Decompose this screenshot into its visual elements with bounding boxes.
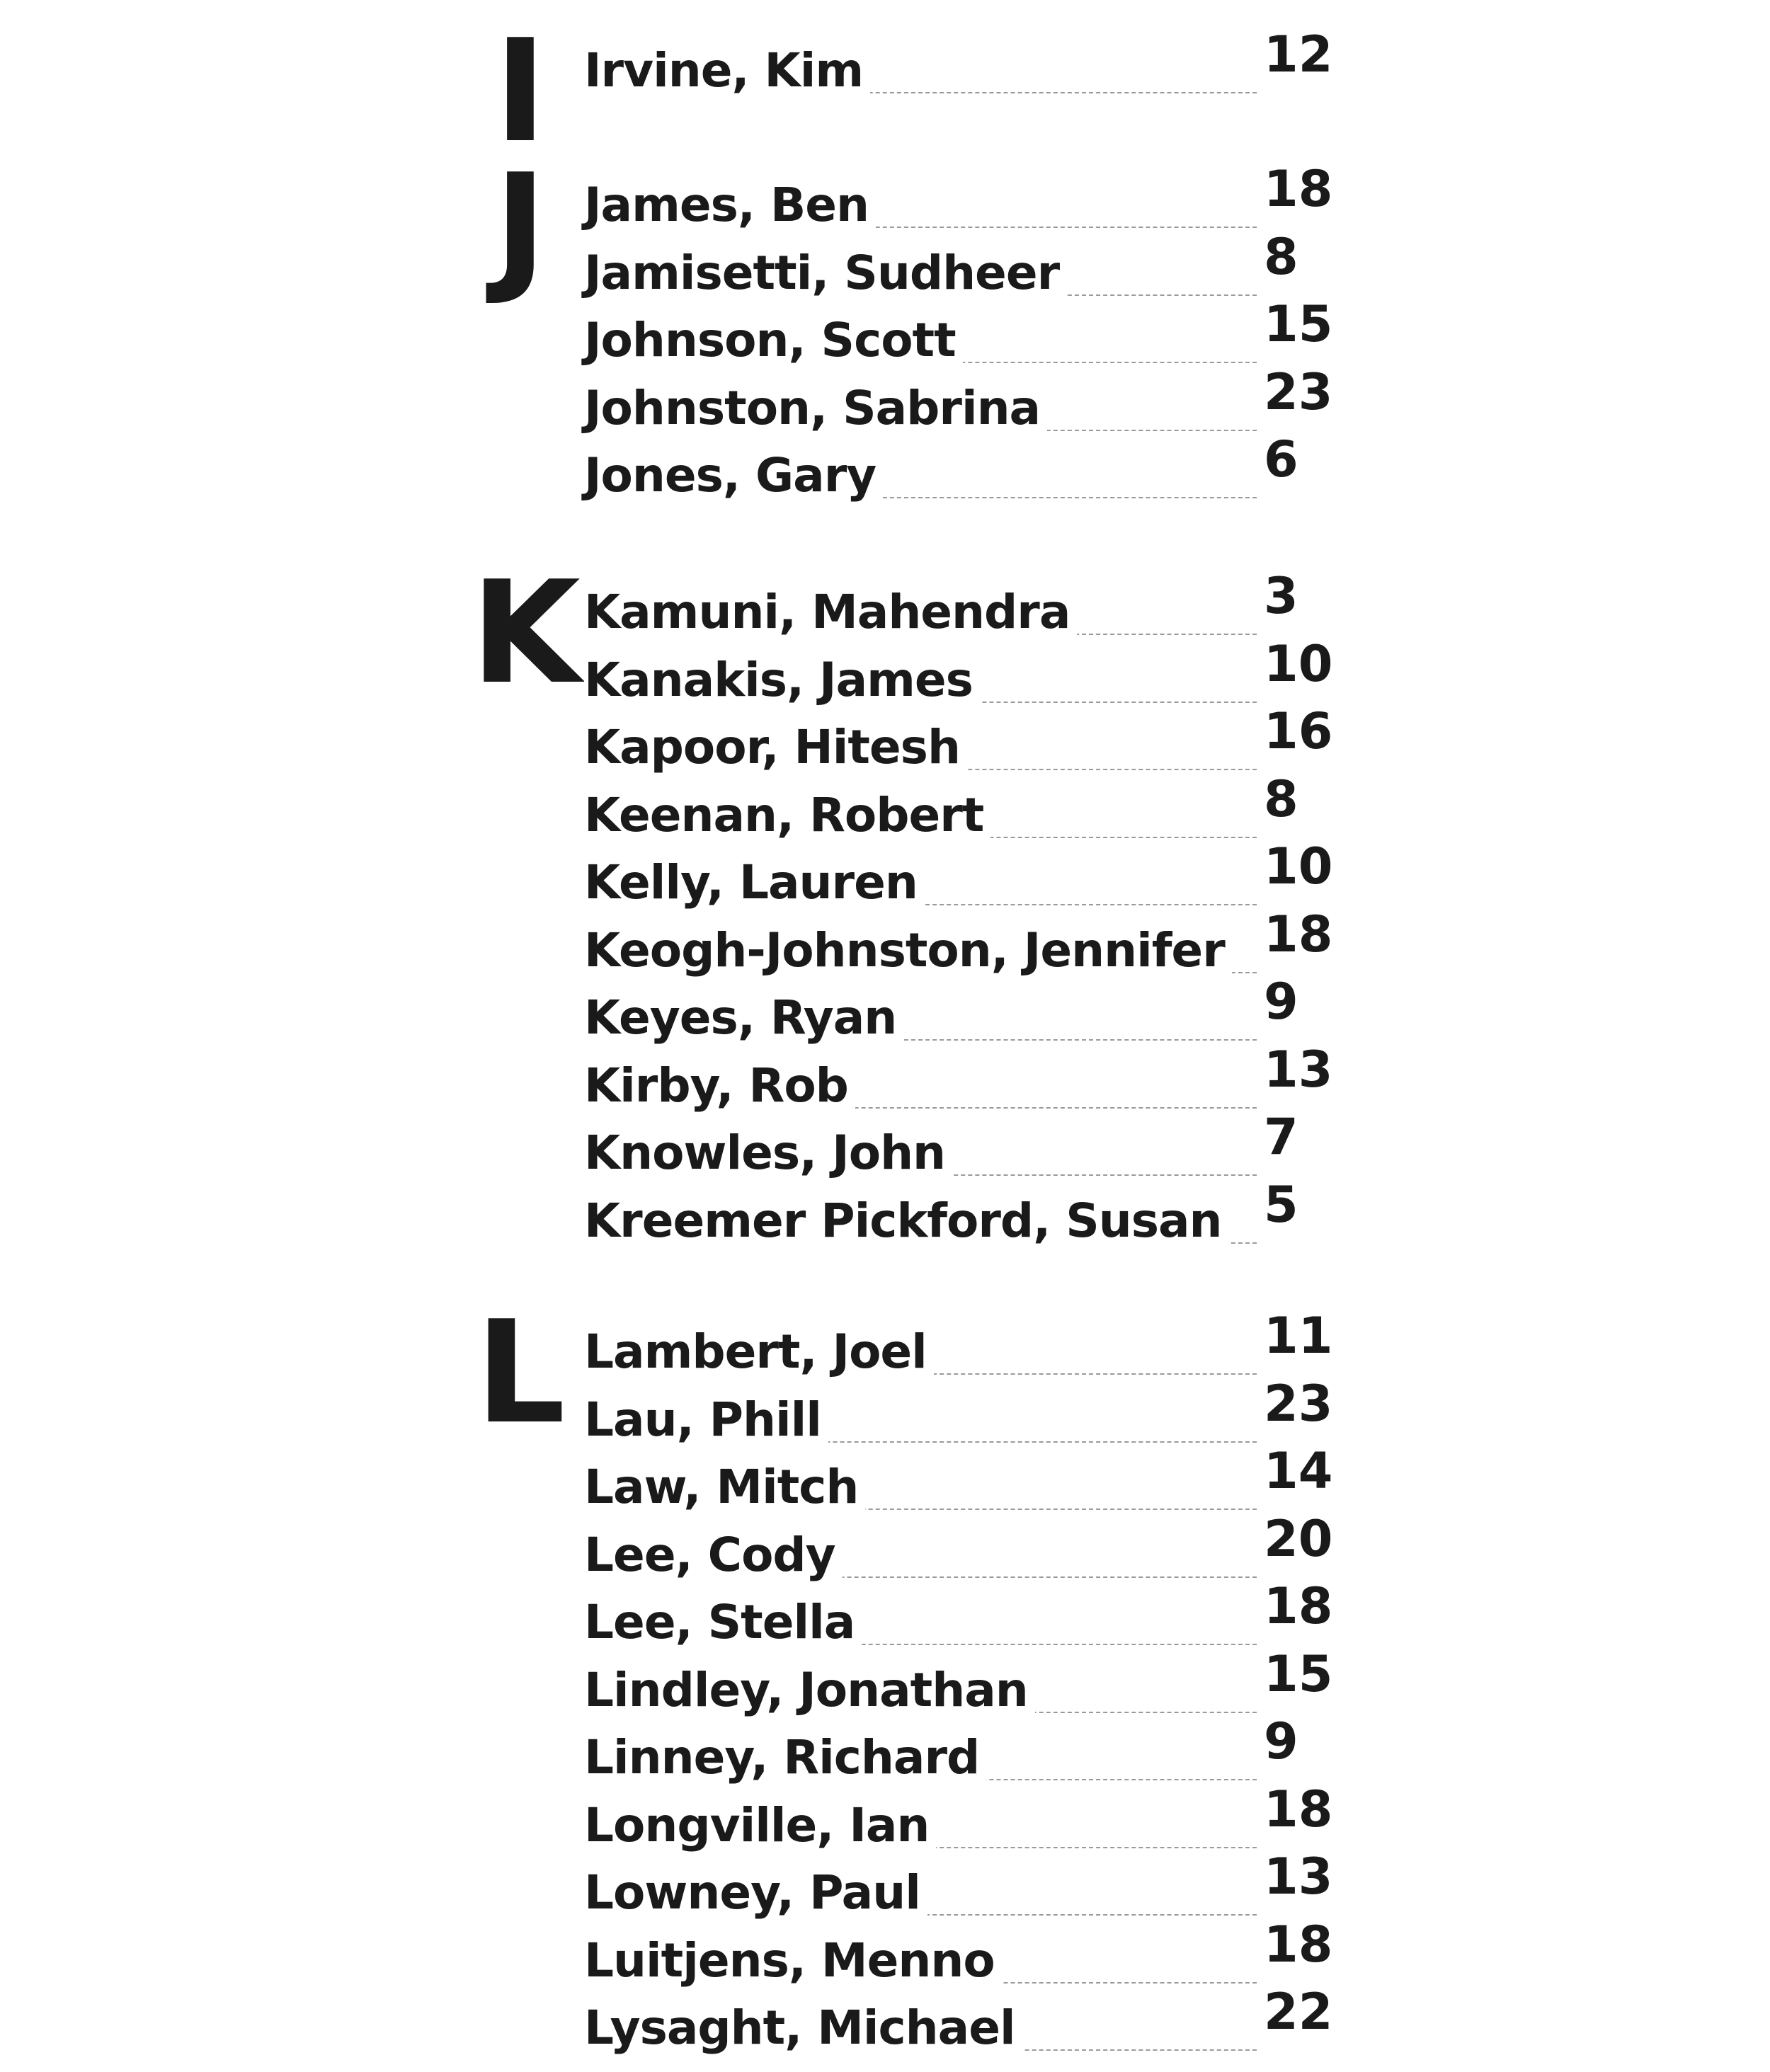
index-entry bbox=[584, 362, 1363, 437]
entry-page-number: 9 bbox=[1264, 1712, 1298, 1770]
entry-name: Keyes, Ryan bbox=[584, 990, 903, 1046]
entry-page-number: 22 bbox=[1264, 1983, 1333, 2041]
entry-page-number: 8 bbox=[1264, 227, 1298, 286]
entry-page-number: 10 bbox=[1264, 837, 1333, 895]
entry-name: Kirby, Rob bbox=[584, 1058, 855, 1114]
entry-page-number: 14 bbox=[1264, 1442, 1333, 1500]
entry-name: James, Ben bbox=[584, 177, 876, 234]
entry-page-number: 18 bbox=[1264, 1780, 1333, 1838]
entry-name: Lowney, Paul bbox=[584, 1865, 927, 1921]
entry-name: Law, Mitch bbox=[584, 1459, 865, 1516]
index-entry bbox=[584, 25, 1363, 99]
index-entry bbox=[584, 973, 1363, 1046]
entry-page-number: 7 bbox=[1264, 1108, 1298, 1166]
entry-page-number: 12 bbox=[1264, 25, 1333, 84]
entry-page-number: 5 bbox=[1264, 1175, 1298, 1234]
entry-name: Kelly, Lauren bbox=[584, 854, 925, 911]
entry-name: Lindley, Jonathan bbox=[584, 1662, 1035, 1719]
entry-name: Lee, Stella bbox=[584, 1594, 862, 1651]
entry-name: Kamuni, Mahendra bbox=[584, 584, 1077, 641]
entry-name: Jones, Gary bbox=[584, 447, 883, 504]
entry-name: Lysaght, Michael bbox=[584, 2000, 1022, 2056]
entry-page-number: 15 bbox=[1264, 1644, 1333, 1703]
section-letter: L bbox=[475, 1290, 566, 1455]
entry-page-number: 18 bbox=[1264, 1577, 1333, 1635]
index-entry bbox=[584, 1307, 1363, 1380]
index-entry bbox=[584, 837, 1363, 911]
entry-page-number: 3 bbox=[1264, 567, 1298, 625]
entry-page-number: 10 bbox=[1264, 634, 1333, 693]
entry-page-number: 6 bbox=[1264, 430, 1298, 488]
entry-name: Jamisetti, Sudheer bbox=[584, 245, 1066, 302]
entry-name: Johnston, Sabrina bbox=[584, 380, 1047, 437]
section-letter: J bbox=[493, 144, 547, 309]
entry-name: Longville, Ian bbox=[584, 1797, 936, 1854]
entry-name: Luitjens, Menno bbox=[584, 1933, 1002, 1989]
index-entry bbox=[584, 430, 1363, 504]
entry-name: Irvine, Kim bbox=[584, 42, 870, 99]
index-entry bbox=[584, 1175, 1363, 1249]
index-entry bbox=[584, 1509, 1363, 1584]
index-entry bbox=[584, 1108, 1363, 1181]
entry-page-number: 8 bbox=[1264, 769, 1298, 828]
entry-name: Keenan, Robert bbox=[584, 787, 990, 844]
index-entry bbox=[584, 702, 1363, 776]
index-entry bbox=[584, 1040, 1363, 1114]
section-letter: I bbox=[493, 9, 547, 174]
entry-name: Kapoor, Hitesh bbox=[584, 719, 967, 776]
index-entry bbox=[584, 905, 1363, 979]
index-entry bbox=[584, 295, 1363, 369]
section-letter: K bbox=[471, 551, 581, 716]
index-entry bbox=[584, 1915, 1363, 1989]
entry-name: Johnson, Scott bbox=[584, 312, 963, 369]
entry-name: Lambert, Joel bbox=[584, 1324, 934, 1380]
entry-name: Kanakis, James bbox=[584, 652, 980, 709]
index-entry bbox=[584, 634, 1363, 709]
entry-name: Knowles, John bbox=[584, 1125, 952, 1181]
entry-page-number: 9 bbox=[1264, 973, 1298, 1031]
entry-page-number: 11 bbox=[1264, 1307, 1333, 1365]
entry-page-number: 18 bbox=[1264, 160, 1333, 218]
index-entry bbox=[584, 1577, 1363, 1651]
entry-page-number: 18 bbox=[1264, 905, 1333, 963]
index-entry bbox=[584, 227, 1363, 302]
entry-page-number: 18 bbox=[1264, 1915, 1333, 1974]
entry-page-number: 13 bbox=[1264, 1040, 1333, 1099]
entry-page-number: 23 bbox=[1264, 1374, 1333, 1433]
index-entry bbox=[584, 1442, 1363, 1516]
entry-page-number: 20 bbox=[1264, 1509, 1333, 1568]
index-entry bbox=[584, 769, 1363, 844]
entry-page-number: 16 bbox=[1264, 702, 1333, 760]
index-entry bbox=[584, 1983, 1363, 2056]
entry-name: Keogh-Johnston, Jennifer bbox=[584, 922, 1232, 979]
index-entry bbox=[584, 1780, 1363, 1854]
index-entry bbox=[584, 567, 1363, 641]
entry-name: Lee, Cody bbox=[584, 1527, 843, 1584]
index-entry bbox=[584, 1374, 1363, 1448]
entry-name: Lau, Phill bbox=[584, 1392, 828, 1448]
index-entry bbox=[584, 160, 1363, 234]
entry-page-number: 13 bbox=[1264, 1848, 1333, 1906]
entry-name: Kreemer Pickford, Susan bbox=[584, 1193, 1229, 1249]
entry-page-number: 15 bbox=[1264, 295, 1333, 353]
entry-page-number: 23 bbox=[1264, 362, 1333, 421]
index-entry bbox=[584, 1848, 1363, 1921]
entry-name: Linney, Richard bbox=[584, 1729, 986, 1786]
index-entry bbox=[584, 1712, 1363, 1786]
index-entry bbox=[584, 1644, 1363, 1719]
